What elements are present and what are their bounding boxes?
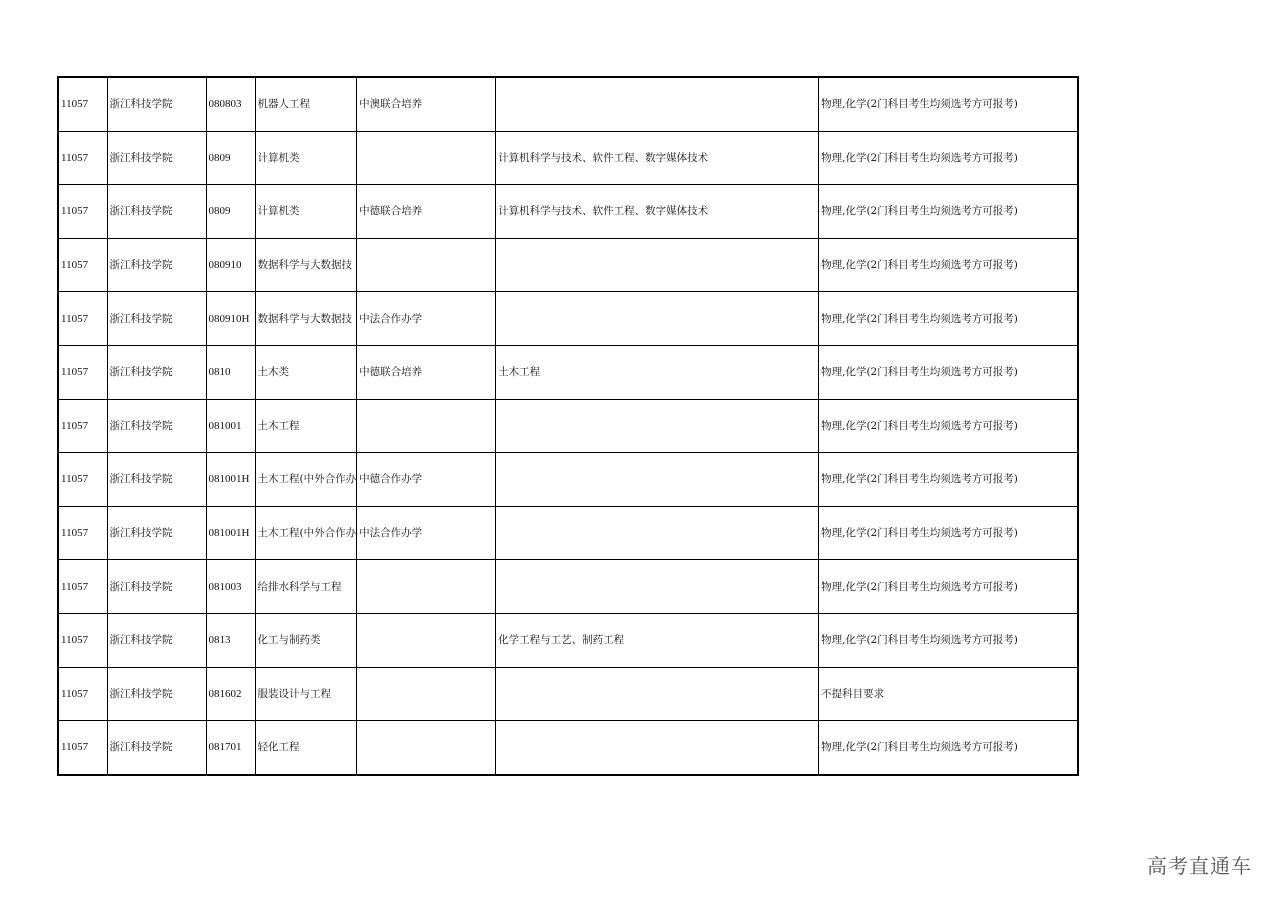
major-name-cell: 土木类 [255,345,357,399]
program-note-cell [357,667,496,721]
major-name-cell: 化工与制药类 [255,613,357,667]
program-note-cell: 中德合作办学 [357,453,496,507]
table-row [58,292,1078,346]
subject-requirement-cell: 物理,化学(2门科目考生均须选考方可报考) [819,453,1078,507]
school-name-cell: 浙江科技学院 [107,238,206,292]
major-code-cell: 0809 [206,131,255,185]
subject-requirement-cell: 物理,化学(2门科目考生均须选考方可报考) [819,399,1078,453]
major-name-cell: 轻化工程 [255,721,357,775]
program-note-cell [357,399,496,453]
school-name-cell: 浙江科技学院 [107,560,206,614]
table-row [58,453,1078,507]
subject-requirement-cell: 物理,化学(2门科目考生均须选考方可报考) [819,506,1078,560]
major-code-cell: 081602 [206,667,255,721]
included-majors-cell [496,399,819,453]
major-code-cell: 080910H [206,292,255,346]
table-row [58,345,1078,399]
major-name-cell: 服装设计与工程 [255,667,357,721]
major-code-cell: 080803 [206,77,255,131]
program-note-cell: 中德联合培养 [357,345,496,399]
major-code-cell: 081001H [206,506,255,560]
included-majors-cell [496,292,819,346]
major-name-cell: 土木工程(中外合作办 [255,453,357,507]
table-row [58,721,1078,775]
school-name-cell: 浙江科技学院 [107,667,206,721]
included-majors-cell: 化学工程与工艺、制药工程 [496,613,819,667]
table-row [58,131,1078,185]
table-row [58,238,1078,292]
major-code-cell: 081001H [206,453,255,507]
major-name-cell: 土木工程(中外合作办 [255,506,357,560]
program-note-cell [357,721,496,775]
major-code-cell: 0813 [206,613,255,667]
included-majors-cell [496,721,819,775]
program-note-cell: 中德联合培养 [357,185,496,239]
included-majors-cell [496,77,819,131]
school-code-cell: 11057 [58,238,107,292]
school-name-cell: 浙江科技学院 [107,399,206,453]
major-name-cell: 计算机类 [255,131,357,185]
included-majors-cell [496,667,819,721]
school-name-cell: 浙江科技学院 [107,292,206,346]
program-note-cell [357,613,496,667]
school-name-cell: 浙江科技学院 [107,185,206,239]
major-code-cell: 0810 [206,345,255,399]
program-note-cell [357,238,496,292]
program-note-cell [357,560,496,614]
school-name-cell: 浙江科技学院 [107,131,206,185]
school-name-cell: 浙江科技学院 [107,77,206,131]
major-code-cell: 081003 [206,560,255,614]
major-code-cell: 0809 [206,185,255,239]
included-majors-cell: 计算机科学与技术、软件工程、数字媒体技术 [496,185,819,239]
included-majors-cell: 计算机科学与技术、软件工程、数字媒体技术 [496,131,819,185]
school-code-cell: 11057 [58,721,107,775]
included-majors-cell [496,560,819,614]
table-row [58,560,1078,614]
school-code-cell: 11057 [58,399,107,453]
major-name-cell: 机器人工程 [255,77,357,131]
school-code-cell: 11057 [58,345,107,399]
school-code-cell: 11057 [58,77,107,131]
school-name-cell: 浙江科技学院 [107,345,206,399]
program-note-cell: 中法合作办学 [357,506,496,560]
watermark: 高考直通车 [1147,854,1252,878]
major-name-cell: 数据科学与大数据技 [255,238,357,292]
table-row [58,77,1078,131]
school-name-cell: 浙江科技学院 [107,721,206,775]
table-row [58,667,1078,721]
school-code-cell: 11057 [58,453,107,507]
subject-requirement-cell: 物理,化学(2门科目考生均须选考方可报考) [819,560,1078,614]
subject-requirement-cell: 物理,化学(2门科目考生均须选考方可报考) [819,77,1078,131]
subject-requirement-cell: 物理,化学(2门科目考生均须选考方可报考) [819,238,1078,292]
major-name-cell: 给排水科学与工程 [255,560,357,614]
school-code-cell: 11057 [58,292,107,346]
table-row [58,399,1078,453]
included-majors-cell [496,238,819,292]
school-code-cell: 11057 [58,131,107,185]
included-majors-cell: 土木工程 [496,345,819,399]
subject-requirement-cell: 物理,化学(2门科目考生均须选考方可报考) [819,613,1078,667]
subject-requirement-cell: 物理,化学(2门科目考生均须选考方可报考) [819,721,1078,775]
school-name-cell: 浙江科技学院 [107,613,206,667]
table-row [58,506,1078,560]
table-row [58,185,1078,239]
school-name-cell: 浙江科技学院 [107,453,206,507]
included-majors-cell [496,506,819,560]
admission-table [57,76,1079,776]
table-row [58,613,1078,667]
subject-requirement-cell: 物理,化学(2门科目考生均须选考方可报考) [819,185,1078,239]
school-code-cell: 11057 [58,185,107,239]
subject-requirement-cell: 物理,化学(2门科目考生均须选考方可报考) [819,292,1078,346]
subject-requirement-cell: 物理,化学(2门科目考生均须选考方可报考) [819,345,1078,399]
school-code-cell: 11057 [58,560,107,614]
school-code-cell: 11057 [58,667,107,721]
school-code-cell: 11057 [58,506,107,560]
subject-requirement-cell: 不提科目要求 [819,667,1078,721]
major-code-cell: 081001 [206,399,255,453]
program-note-cell [357,131,496,185]
major-code-cell: 080910 [206,238,255,292]
major-name-cell: 数据科学与大数据技 [255,292,357,346]
program-note-cell: 中澳联合培养 [357,77,496,131]
subject-requirement-cell: 物理,化学(2门科目考生均须选考方可报考) [819,131,1078,185]
included-majors-cell [496,453,819,507]
school-code-cell: 11057 [58,613,107,667]
program-note-cell: 中法合作办学 [357,292,496,346]
major-name-cell: 土木工程 [255,399,357,453]
major-name-cell: 计算机类 [255,185,357,239]
table-body [58,77,1078,775]
school-name-cell: 浙江科技学院 [107,506,206,560]
major-code-cell: 081701 [206,721,255,775]
